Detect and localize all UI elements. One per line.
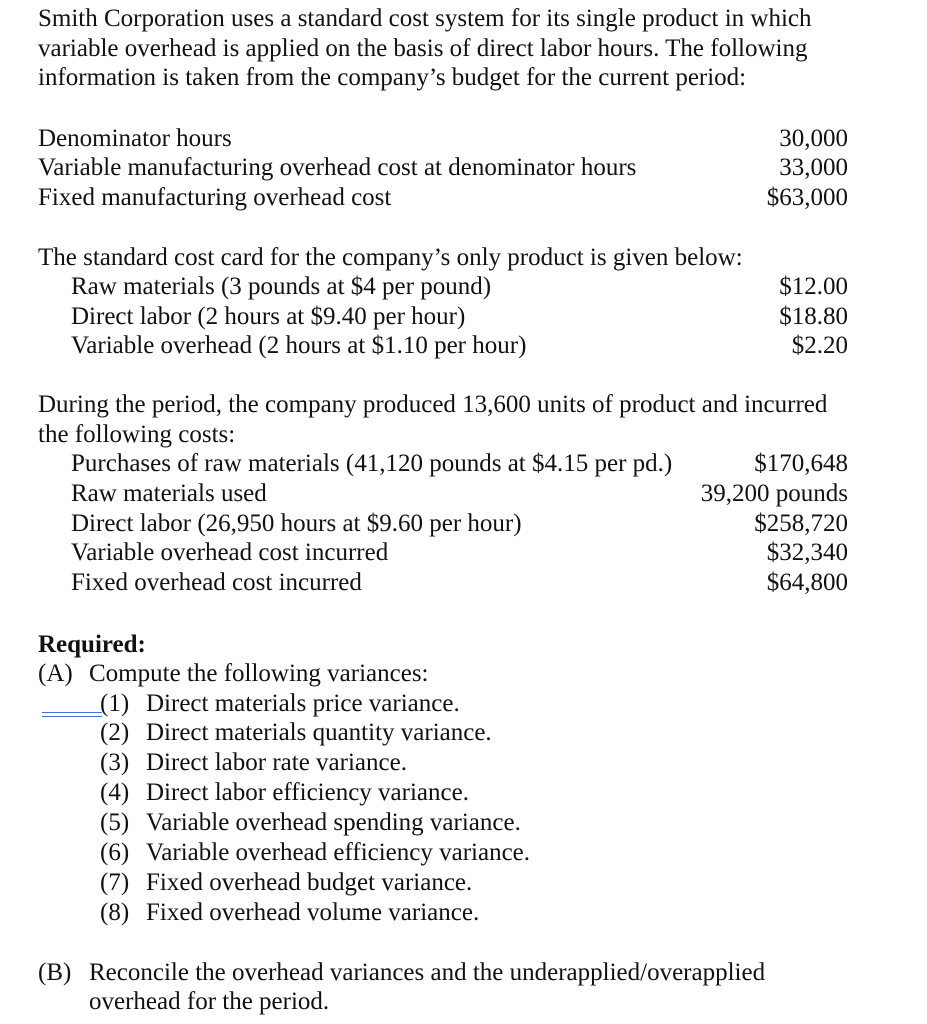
budget-value: $63,000 bbox=[766, 183, 848, 211]
variance-text: Variable overhead efficiency variance. bbox=[146, 839, 531, 867]
cost-card-value: $12.00 bbox=[779, 273, 848, 301]
list-item bbox=[38, 898, 848, 928]
cost-card-label: Raw materials (3 pounds at $4 per pound) bbox=[71, 273, 492, 301]
part-a bbox=[38, 659, 848, 689]
actual-row bbox=[38, 568, 848, 598]
variance-text: Direct labor rate variance. bbox=[146, 749, 407, 777]
list-item bbox=[38, 868, 848, 898]
budget-label: Variable manufacturing overhead cost at denominator hours bbox=[38, 154, 637, 182]
text-cursor-underline bbox=[42, 712, 102, 717]
intro-paragraph: Smith Corporation uses a standard cost system for its single product in which variable overhead is applied on the basis of direct labor hours. The following information is taken from the company’s budget for the current period: bbox=[38, 5, 812, 91]
variance-number: (4) bbox=[100, 779, 130, 807]
budget-value: 33,000 bbox=[779, 154, 848, 182]
cost-card-row bbox=[38, 272, 848, 302]
variance-text: Fixed overhead budget variance. bbox=[146, 868, 473, 896]
actual-value: $170,648 bbox=[754, 450, 848, 478]
actual-row bbox=[38, 479, 848, 509]
document-page bbox=[38, 4, 848, 1017]
part-b-label: (B) bbox=[38, 958, 72, 986]
cost-card-label: Direct labor (2 hours at $9.40 per hour) bbox=[71, 302, 466, 330]
variance-text: Direct labor efficiency variance. bbox=[146, 779, 469, 807]
cost-card-row bbox=[38, 302, 848, 332]
budget-row bbox=[38, 124, 848, 154]
list-item bbox=[38, 808, 848, 838]
actual-row bbox=[38, 509, 848, 539]
actual-value: $258,720 bbox=[754, 509, 848, 537]
list-item bbox=[38, 718, 848, 748]
variance-number: (3) bbox=[100, 749, 130, 777]
cost-card-table bbox=[38, 272, 848, 361]
budget-row bbox=[38, 183, 848, 213]
actual-label: Raw materials used bbox=[71, 479, 267, 507]
variance-text: Fixed overhead volume variance. bbox=[146, 898, 480, 926]
required-heading: Required: bbox=[38, 630, 146, 658]
cost-card-row bbox=[38, 331, 848, 361]
cost-card-label: Variable overhead (2 hours at $1.10 per hour) bbox=[71, 332, 527, 360]
actual-label: Purchases of raw materials (41,120 pounds at $4.15 per pd.) bbox=[71, 450, 673, 478]
budget-row bbox=[38, 153, 848, 183]
variance-number: (2) bbox=[100, 719, 130, 747]
actual-value: $64,800 bbox=[766, 568, 848, 596]
actual-value: 39,200 pounds bbox=[700, 479, 848, 507]
part-a-label: (A) bbox=[38, 660, 73, 688]
cost-card-value: $18.80 bbox=[779, 302, 848, 330]
actual-value: $32,340 bbox=[766, 539, 848, 567]
list-item bbox=[38, 689, 848, 719]
variance-number: (7) bbox=[100, 868, 130, 896]
cost-card-intro: The standard cost card for the company’s only product is given below: bbox=[38, 243, 743, 271]
actual-label: Fixed overhead cost incurred bbox=[71, 568, 362, 596]
list-item bbox=[38, 778, 848, 808]
part-a-text: Compute the following variances: bbox=[89, 660, 429, 688]
budget-label: Fixed manufacturing overhead cost bbox=[38, 183, 392, 211]
list-item bbox=[38, 838, 848, 868]
budget-value: 30,000 bbox=[779, 124, 848, 152]
variance-text: Variable overhead spending variance. bbox=[146, 809, 521, 837]
part-b bbox=[38, 958, 848, 1017]
actual-costs-table bbox=[38, 449, 848, 597]
budget-label: Denominator hours bbox=[38, 124, 232, 152]
variance-number: (5) bbox=[100, 809, 130, 837]
variance-text: Direct materials quantity variance. bbox=[146, 719, 492, 747]
part-b-text: Reconcile the overhead variances and the underapplied/overapplied overhead for the period. bbox=[89, 958, 766, 1016]
actual-label: Direct labor (26,950 hours at $9.60 per hour) bbox=[71, 509, 522, 537]
cost-card-value: $2.20 bbox=[791, 332, 848, 360]
variance-number: (1) bbox=[100, 689, 130, 717]
list-item bbox=[38, 748, 848, 778]
actual-row bbox=[38, 538, 848, 568]
variance-list bbox=[38, 689, 848, 928]
actual-label: Variable overhead cost incurred bbox=[71, 539, 389, 567]
actual-row bbox=[38, 449, 848, 479]
variance-text: Direct materials price variance. bbox=[146, 689, 460, 717]
budget-table bbox=[38, 124, 848, 213]
variance-number: (8) bbox=[100, 898, 130, 926]
variance-number: (6) bbox=[100, 839, 130, 867]
actual-intro: During the period, the company produced 13,600 units of product and incurred the following costs: bbox=[38, 391, 828, 448]
